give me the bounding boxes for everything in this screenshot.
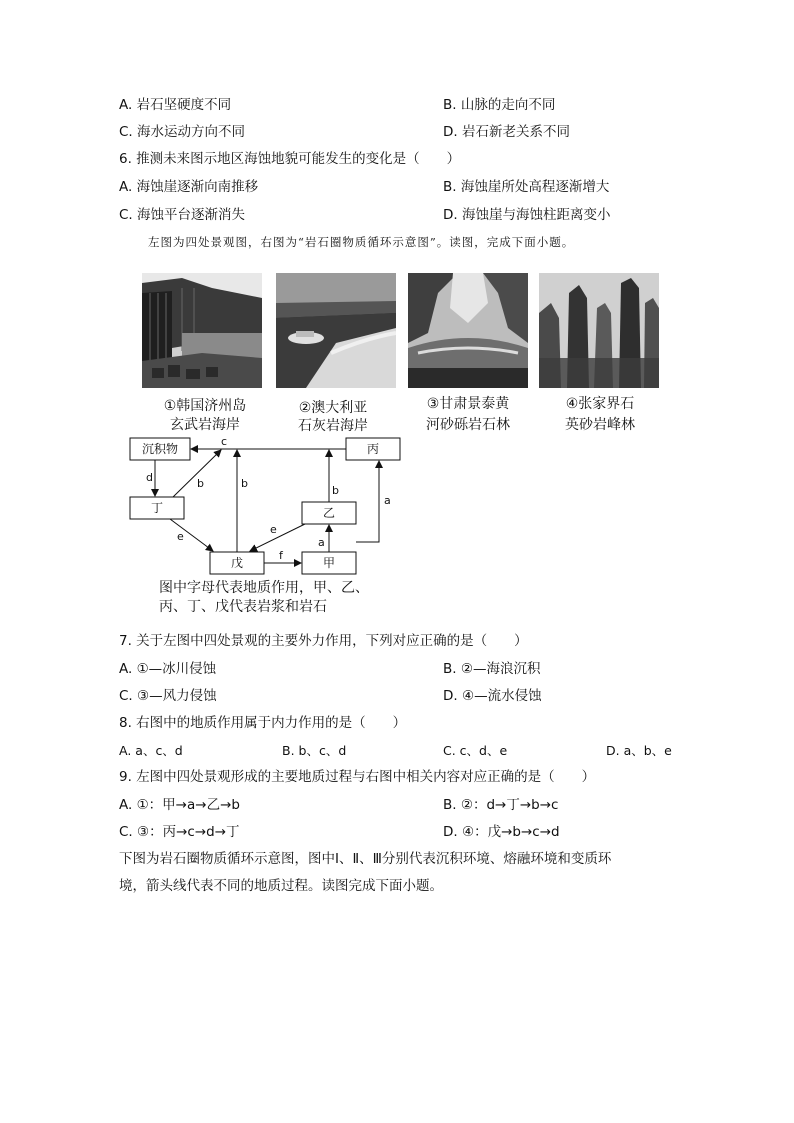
photo2-caption-line1: ②澳大利亚 [298, 400, 368, 416]
photo3-caption-line2: 河砂砾岩石林 [426, 417, 510, 433]
letter-b1: b [197, 477, 204, 490]
q6-option-b: B. 海蚀崖所处高程逐渐增大 [443, 179, 610, 195]
next-intro-line2: 境，箭头线代表不同的地质过程。读图完成下面小题。 [119, 878, 443, 894]
letter-b2: b [241, 477, 248, 490]
q8-stem: 8. 右图中的地质作用属于内力作用的是（ ） [119, 715, 407, 731]
q7-option-c: C. ③—风力侵蚀 [119, 688, 217, 704]
material-lead: 左图为四处景观图，右图为“岩石圈物质循环示意图”。读图，完成下面小题。 [148, 235, 575, 249]
diagram-caption-line2: 丙、丁、戊代表岩浆和岩石 [159, 599, 327, 615]
q6-option-c: C. 海蚀平台逐渐消失 [119, 207, 246, 223]
q9-option-a: A. ①：甲→a→乙→b [119, 797, 240, 813]
q8-option-a: A. a、c、d [119, 743, 183, 758]
photo4-caption-line1: ④张家界石 [565, 396, 635, 412]
letter-f: f [279, 549, 283, 562]
letter-c: c [221, 435, 228, 448]
letter-e1: e [177, 530, 184, 543]
photo4-caption-line2: 英砂岩峰林 [565, 417, 635, 433]
letter-d: d [146, 471, 153, 484]
photo-jeju-basalt [142, 273, 262, 388]
q5-option-c: C. 海水运动方向不同 [119, 124, 246, 140]
q8-option-d: D. a、b、e [606, 743, 672, 758]
q6-option-d: D. 海蚀崖与海蚀柱距离变小 [443, 207, 611, 223]
q5-option-b: B. 山脉的走向不同 [443, 97, 556, 113]
letter-e2: e [270, 523, 277, 536]
q8-option-c: C. c、d、e [443, 743, 508, 758]
q7-stem: 7. 关于左图中四处景观的主要外力作用，下列对应正确的是（ ） [119, 633, 528, 649]
letter-b3: b [332, 484, 339, 497]
q7-option-d: D. ④—流水侵蚀 [443, 688, 542, 704]
q9-option-b: B. ②：d→丁→b→c [443, 797, 559, 813]
next-intro-line1: 下图为岩石圈物质循环示意图，图中Ⅰ、Ⅱ、Ⅲ分别代表沉积环境、熔融环境和变质环 [119, 851, 612, 867]
photo1-caption-line1: ①韩国济州岛 [163, 398, 247, 414]
arrow-a1 [356, 461, 379, 542]
label-jia: 甲 [322, 556, 336, 570]
letter-a1: a [384, 494, 391, 507]
q5-option-a: A. 岩石坚硬度不同 [119, 97, 232, 113]
letter-a2: a [318, 536, 325, 549]
photo1-caption-line2: 玄武岩海岸 [170, 417, 240, 433]
label-bing: 丙 [366, 442, 380, 456]
diagram-caption-line1: 图中字母代表地质作用，甲、乙、 [159, 580, 369, 596]
label-yi: 乙 [322, 506, 336, 520]
q9-option-d: D. ④：戊→b→c→d [443, 824, 560, 840]
q6-stem: 6. 推测未来图示地区海蚀地貌可能发生的变化是（ ） [119, 151, 461, 167]
q7-option-a: A. ①—冰川侵蚀 [119, 661, 217, 677]
q5-option-d: D. 岩石新老关系不同 [443, 124, 570, 140]
label-sediment: 沉积物 [141, 442, 179, 456]
rock-cycle-diagram [125, 432, 415, 586]
label-wu: 戊 [230, 556, 244, 570]
label-ding: 丁 [150, 501, 164, 515]
q9-stem: 9. 左图中四处景观形成的主要地质过程与右图中相关内容对应正确的是（ ） [119, 769, 596, 785]
q7-option-b: B. ②—海浪沉积 [443, 661, 541, 677]
photo-australia-limestone [276, 273, 396, 388]
q6-option-a: A. 海蚀崖逐渐向南推移 [119, 179, 259, 195]
photo2-caption-line2: 石灰岩海岸 [298, 418, 368, 434]
photo-gansu-stone-forest [408, 273, 528, 388]
photo3-caption-line1: ③甘肃景泰黄 [426, 396, 510, 412]
q8-option-b: B. b、c、d [282, 743, 347, 758]
photo-zhangjiajie-peaks [539, 273, 659, 388]
q9-option-c: C. ③：丙→c→d→丁 [119, 824, 240, 840]
arrow-e2 [250, 524, 305, 551]
